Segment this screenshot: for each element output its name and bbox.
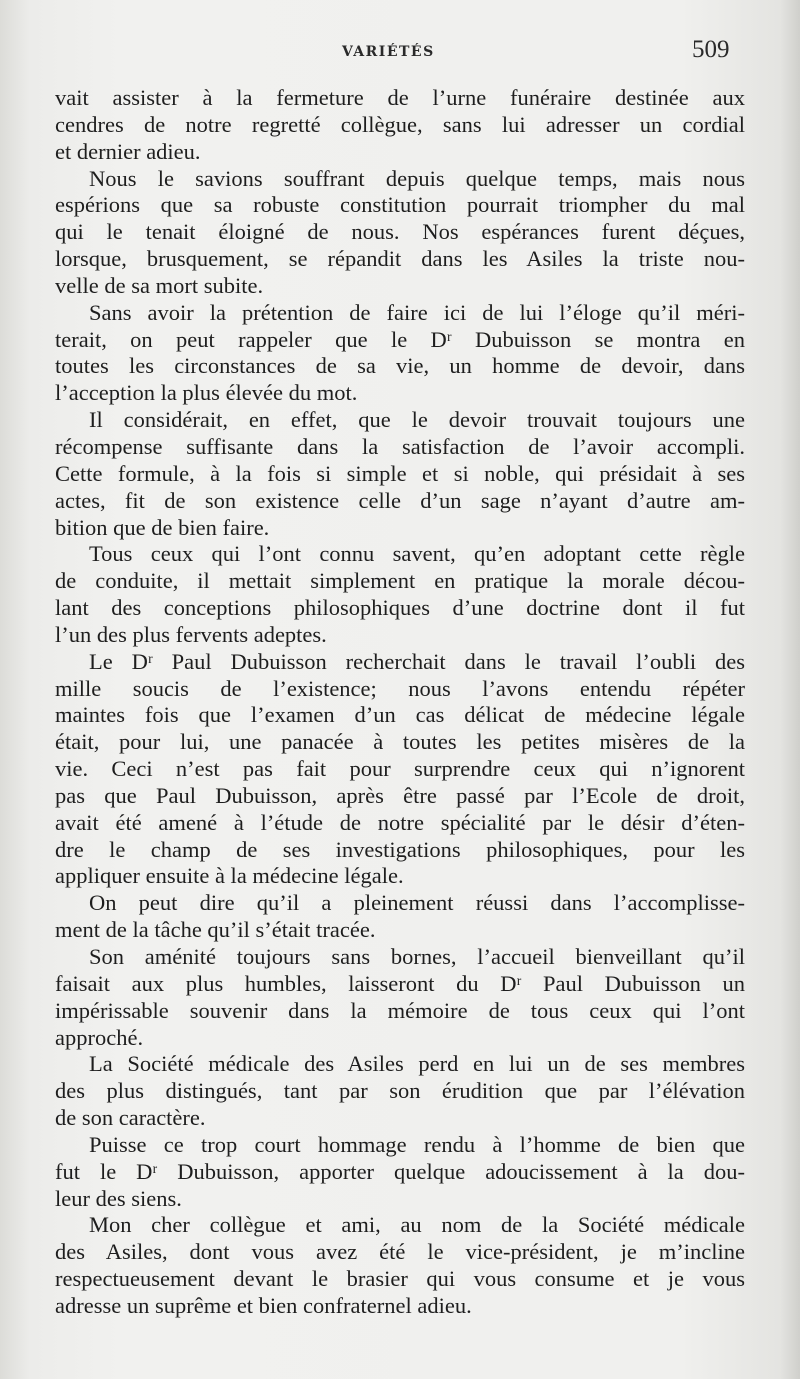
text-line: de son caractère.	[55, 1105, 206, 1131]
text-line: On peut dire qu’il a pleinement réussi dans l’accomplisse-	[89, 890, 745, 916]
text-line: lant des conceptions philosophiques d’une doctrine dont il fut	[55, 595, 745, 621]
text-line: velle de sa mort subite.	[55, 272, 264, 298]
text-line: mille soucis de l’existence; nous l’avons entendu répéter	[55, 675, 745, 701]
text-line: bition que de bien faire.	[55, 514, 270, 540]
text-line: maintes fois que l’examen d’un cas délicat de médecine légale	[55, 702, 745, 728]
text-line: La Société médicale des Asiles perd en lui un de ses membres	[89, 1051, 745, 1077]
text-line: avait été amené à l’étude de notre spécialité par le désir d’éten-	[55, 809, 745, 835]
text-line: était, pour lui, une panacée à toutes les petites misères de la	[55, 729, 745, 755]
text-line: impérissable souvenir dans la mémoire de tous ceux qui l’ont	[55, 997, 745, 1023]
text-line: actes, fit de son existence celle d’un sage n’ayant d’autre am-	[55, 487, 745, 513]
text-line: Sans avoir la prétention de faire ici de lui l’éloge qu’il méri-	[89, 299, 745, 325]
body-text	[55, 85, 745, 1320]
text-line: des plus distingués, tant par son érudition que par l’élévation	[55, 1078, 745, 1104]
text-line: Nous le savions souffrant depuis quelque temps, mais nous	[89, 165, 745, 191]
running-head: VARIÉTÉS	[342, 44, 435, 60]
text-line: cendres de notre regretté collègue, sans lui adresser un cordial	[55, 111, 745, 137]
text-line: Puisse ce trop court hommage rendu à l’homme de bien que	[89, 1131, 745, 1157]
text-line: et dernier adieu.	[55, 138, 201, 164]
text-line: l’acception la plus élevée du mot.	[55, 380, 358, 406]
text-line: appliquer ensuite à la médecine légale.	[55, 863, 404, 889]
page-header	[0, 36, 800, 76]
text-line: leur des siens.	[55, 1185, 182, 1211]
text-line: dre le champ de ses investigations philosophiques, pour les	[55, 836, 745, 862]
text-line: Son aménité toujours sans bornes, l’accueil bienveillant qu’il	[89, 944, 745, 969]
text-line: vie. Ceci n’est pas fait pour surprendre ceux qui n’ignorent	[55, 756, 745, 782]
text-line: adresse un suprême et bien confraternel adieu.	[55, 1292, 472, 1318]
text-line: vait assister à la fermeture de l’urne funéraire destinée aux	[55, 85, 745, 110]
text-line: ment de la tâche qu’il s’était tracée.	[55, 917, 376, 943]
text-line: Mon cher collègue et ami, au nom de la Société médicale	[89, 1212, 745, 1238]
text-line: Le Dʳ Paul Dubuisson recherchait dans le travail l’oubli des	[89, 648, 745, 674]
text-line: approché.	[55, 1024, 144, 1050]
page-number: 509	[692, 36, 730, 63]
text-line: qui le tenait éloigné de nous. Nos espérances furent déçues,	[55, 219, 745, 245]
text-line: pas que Paul Dubuisson, après être passé par l’Ecole de droit,	[55, 782, 745, 808]
text-line: faisait aux plus humbles, laisseront du Dʳ Paul Dubuisson un	[55, 970, 745, 996]
text-line: de conduite, il mettait simplement en pratique la morale décou-	[55, 568, 745, 594]
text-line: respectueusement devant le brasier qui vous consume et je vous	[55, 1266, 745, 1292]
text-line: Cette formule, à la fois si simple et si noble, qui présidait à ses	[55, 460, 745, 486]
text-line: fut le Dʳ Dubuisson, apporter quelque adoucissement à la dou-	[55, 1158, 745, 1184]
text-line: lorsque, brusquement, se répandit dans les Asiles la triste nou-	[55, 246, 745, 272]
text-line: des Asiles, dont vous avez été le vice-président, je m’incline	[55, 1239, 745, 1265]
text-line: Tous ceux qui l’ont connu savent, qu’en adoptant cette règle	[89, 541, 745, 567]
text-line: Il considérait, en effet, que le devoir trouvait toujours une	[89, 407, 745, 433]
text-line: l’un des plus fervents adeptes.	[55, 621, 327, 647]
text-line: toutes les circonstances de sa vie, un homme de devoir, dans	[55, 353, 745, 379]
text-line: terait, on peut rappeler que le Dʳ Dubuisson se montra en	[55, 326, 745, 352]
text-line: récompense suffisante dans la satisfaction de l’avoir accompli.	[55, 433, 745, 459]
text-line: espérions que sa robuste constitution pourrait triompher du mal	[55, 192, 745, 218]
